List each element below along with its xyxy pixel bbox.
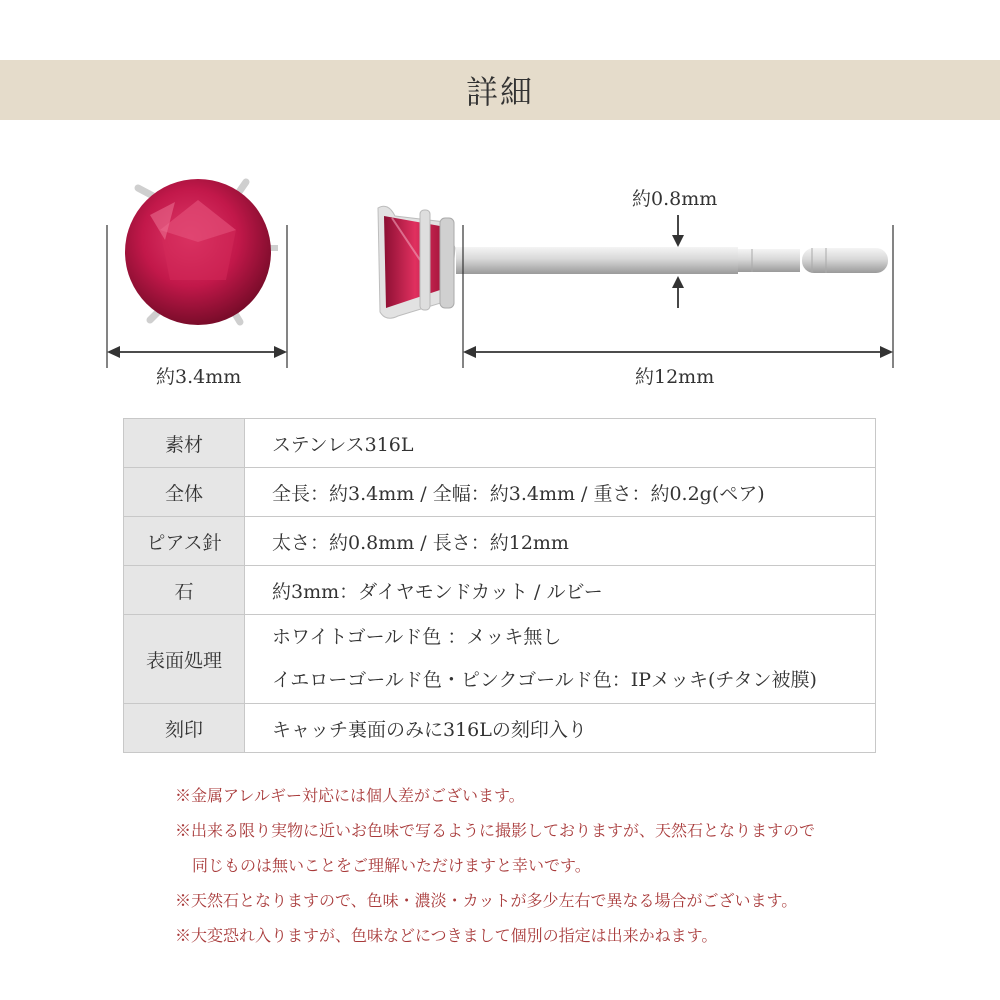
pin-thickness-label: 約0.8mm [632, 188, 718, 210]
note-line: ※出来る限り実物に近いお色味で写るように撮影しておりますが、天然石となりますので [175, 821, 816, 840]
spec-row-material [124, 419, 876, 468]
spec-table [123, 418, 876, 753]
earring-illustration [0, 130, 1000, 400]
spec-value-line: イエローゴールド色・ピンクゴールド色：IPメッキ(チタン被膜) [272, 669, 817, 691]
spec-value [245, 615, 876, 704]
spec-row-stone [124, 566, 876, 615]
spec-value: キャッチ裏面のみに316Lの刻印入り [245, 704, 876, 753]
section-title: 詳細 [465, 73, 534, 111]
section-header [0, 60, 1000, 120]
ruby-front-view [125, 179, 278, 325]
note-line: ※金属アレルギー対応には個人差がございます。 [175, 786, 525, 805]
spec-key: 刻印 [124, 704, 245, 753]
spec-value-line: ホワイトゴールド色 ：メッキ無し [272, 626, 562, 648]
spec-row-pin [124, 517, 876, 566]
spec-value: 約3mm：ダイヤモンドカット / ルビー [245, 566, 876, 615]
note-line: ※天然石となりますので、色味・濃淡・カットが多少左右で異なる場合がございます。 [175, 891, 798, 910]
spec-row-engraving [124, 704, 876, 753]
spec-value: ステンレス316L [245, 419, 876, 468]
width-label: 約3.4mm [156, 366, 242, 388]
spec-value: 太さ：約0.8mm / 長さ：約12mm [245, 517, 876, 566]
note-line: 同じものは無いことをご理解いただけますと幸いです。 [192, 856, 591, 875]
spec-key: 表面処理 [124, 615, 245, 704]
spec-value: 全長：約3.4mm / 全幅：約3.4mm / 重さ：約0.2g(ペア) [245, 468, 876, 517]
pin-length-label: 約12mm [635, 366, 715, 388]
note-line: ※大変恐れ入りますが、色味などにつきまして個別の指定は出来かねます。 [175, 926, 718, 945]
product-diagram [0, 130, 1000, 400]
spec-row-overall [124, 468, 876, 517]
earring-side-view [378, 206, 888, 318]
spec-key: 石 [124, 566, 245, 615]
spec-key: ピアス針 [124, 517, 245, 566]
spec-row-finish [124, 615, 876, 704]
spec-key: 素材 [124, 419, 245, 468]
notes [175, 778, 815, 953]
spec-key: 全体 [124, 468, 245, 517]
